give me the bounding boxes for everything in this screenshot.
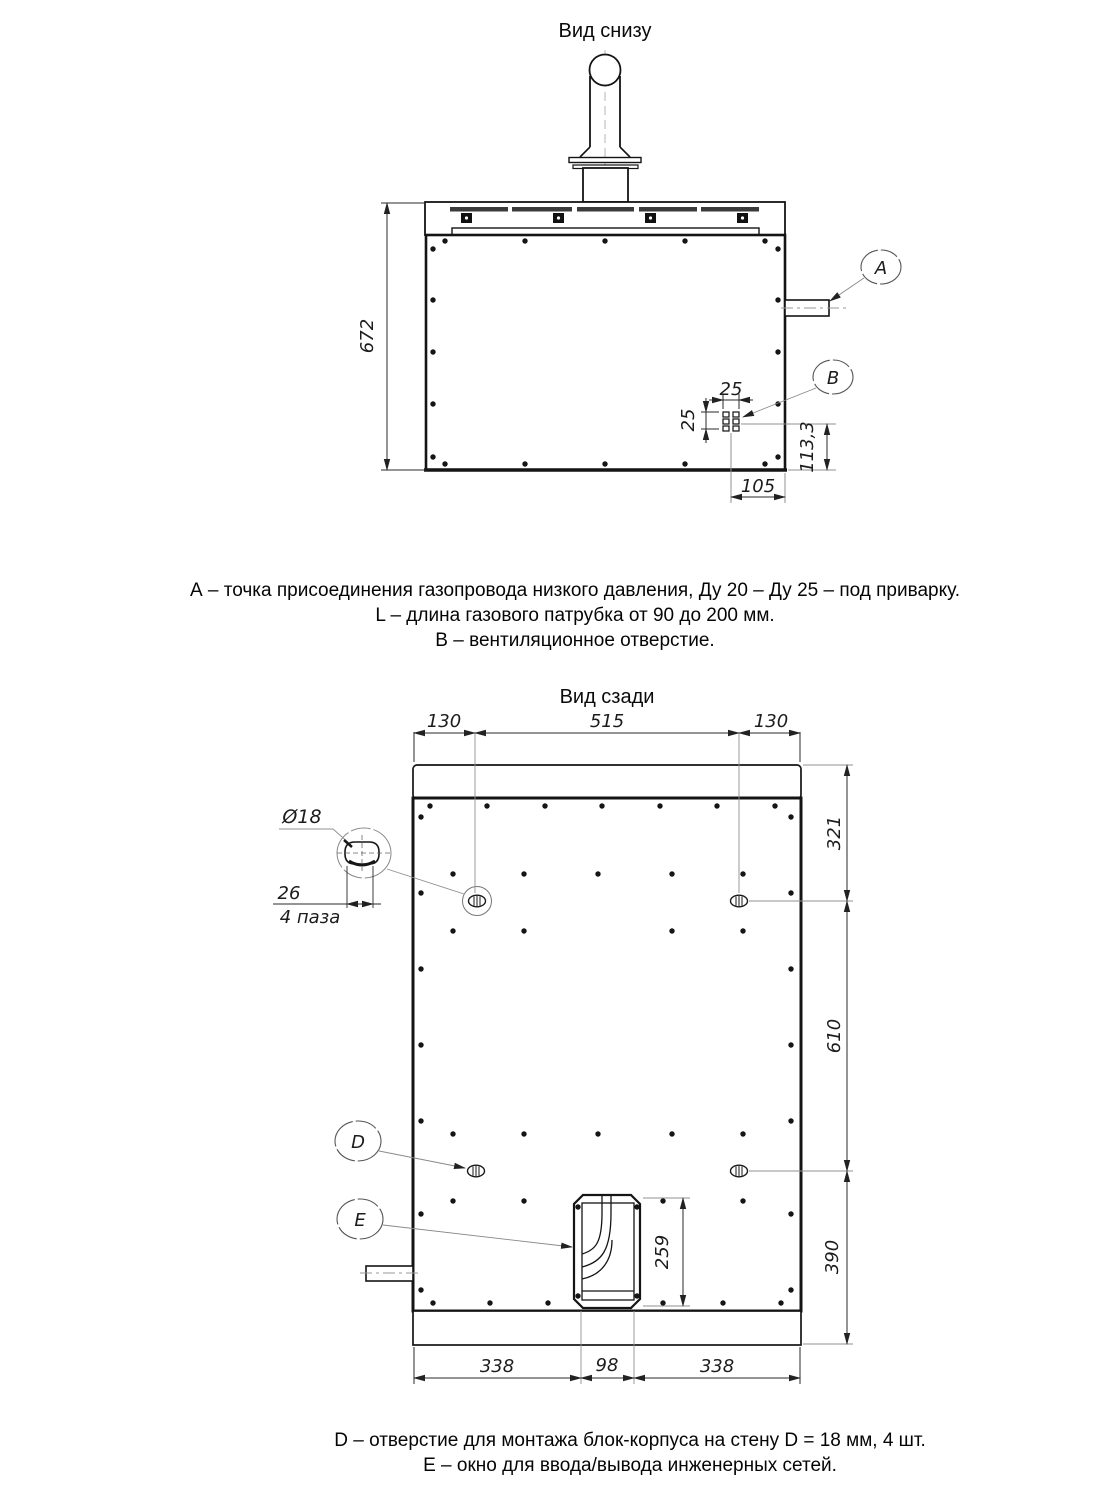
rear-view-title: Вид сзади	[559, 686, 655, 708]
dim-130-right: 130	[753, 711, 789, 732]
rear-view-drawing	[250, 700, 890, 1400]
bottom-view-title: Вид снизу	[558, 20, 652, 42]
note-a: А – точка присоединения газопровода низкого давления, Ду 20 – Ду 25 – под приварку.	[189, 580, 961, 601]
dim-338-left: 338	[479, 1356, 515, 1377]
mounting-bars	[450, 207, 759, 212]
note-b: В – вентиляционное отверстие.	[435, 630, 715, 651]
dim-338-right: 338	[699, 1356, 735, 1377]
callout-a-label: A	[874, 258, 888, 279]
dim-vent-25w: 25	[719, 379, 743, 400]
slot-top-right	[731, 895, 748, 907]
dim-610: 610	[824, 1018, 845, 1054]
gas-pipe	[569, 50, 641, 202]
callout-d-label: D	[351, 1132, 365, 1153]
callout-a	[830, 250, 901, 301]
dim-515: 515	[589, 711, 625, 732]
dim-vent-25h: 25	[678, 408, 699, 432]
callout-e-label: E	[354, 1210, 366, 1231]
dim-259: 259	[652, 1234, 673, 1270]
slot-count-note: 4 паза	[279, 907, 341, 928]
dim-113-3: 113,3	[797, 421, 818, 473]
enclosure-bottom-view	[424, 202, 849, 470]
notes-top	[60, 578, 1090, 653]
bottom-view-drawing	[340, 45, 910, 515]
slot-bottom-left	[468, 1165, 485, 1177]
note-e: Е – окно для ввода/вывода инженерных сетей.	[423, 1455, 837, 1476]
slot-bottom-right	[731, 1165, 748, 1177]
callout-b-label: B	[826, 368, 840, 389]
slot-diameter-label: Ø18	[282, 806, 322, 828]
dim-390: 390	[822, 1239, 843, 1275]
service-window	[574, 1195, 640, 1308]
note-l: L – длина газового патрубка от 90 до 200 мм.	[375, 605, 775, 626]
dim-26: 26	[277, 883, 301, 904]
dim-105: 105	[740, 476, 776, 497]
notes-bottom	[130, 1428, 1120, 1478]
dim-98: 98	[595, 1355, 619, 1376]
dim-321: 321	[824, 815, 845, 851]
dim-672: 672	[357, 318, 378, 354]
dim-130-left: 130	[426, 711, 462, 732]
note-d: D – отверстие для монтажа блок-корпуса на стену D = 18 мм, 4 шт.	[334, 1430, 926, 1451]
